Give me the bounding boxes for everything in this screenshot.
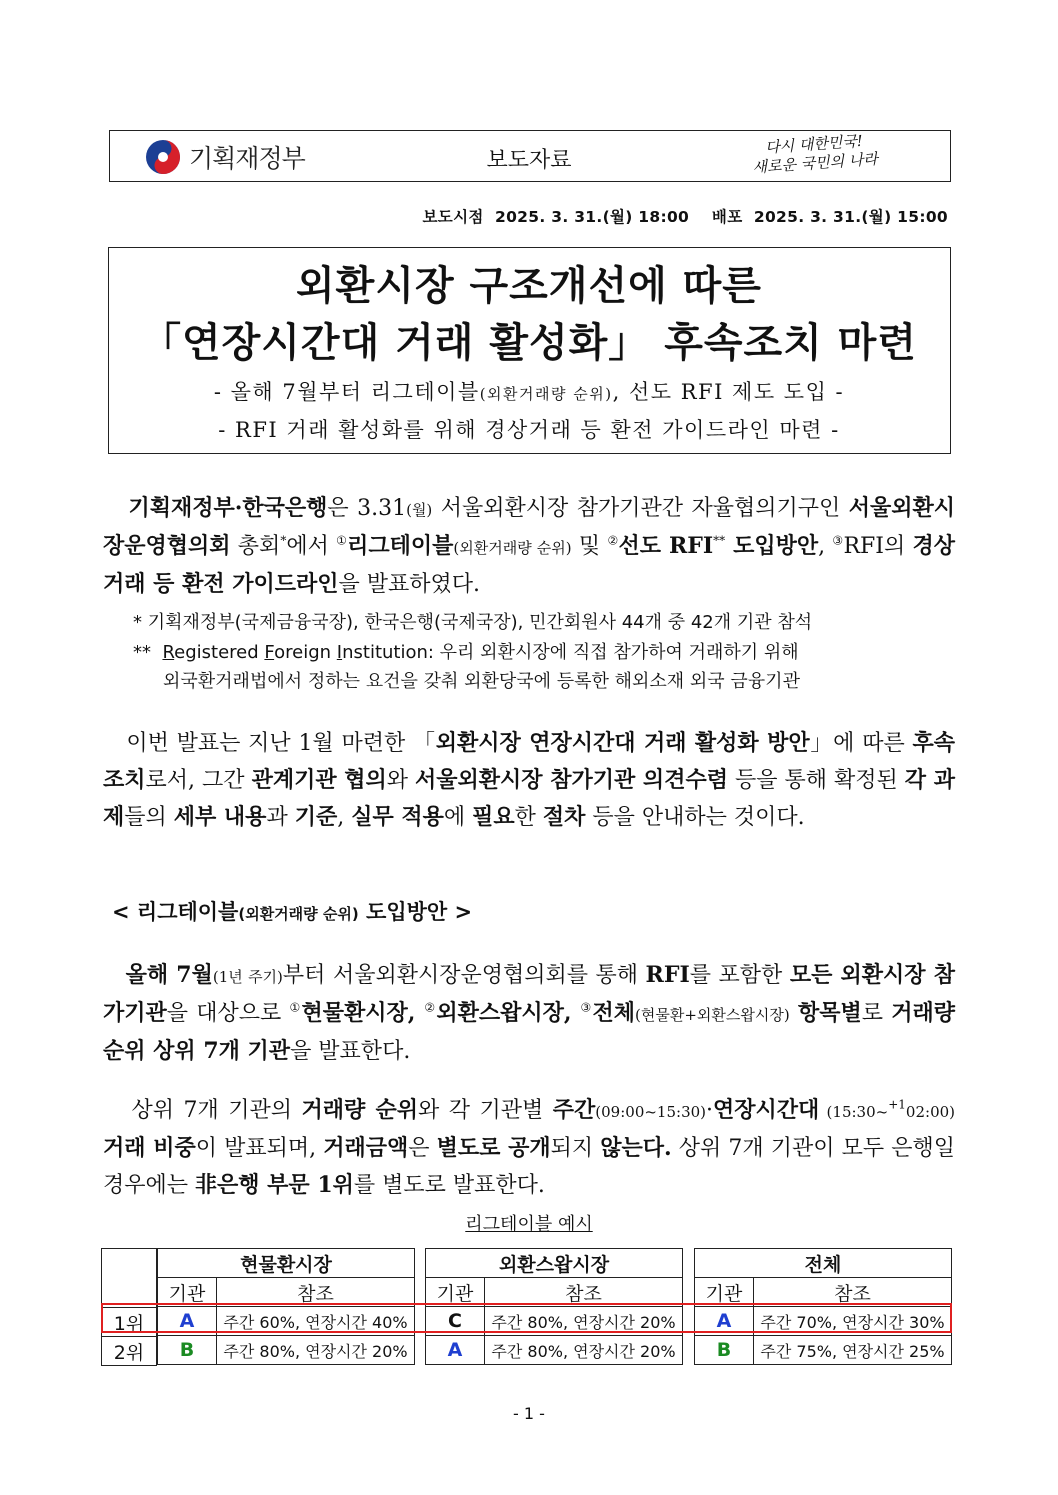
release-dates: 보도시점 2025. 3. 31.(월) 18:00 배포 2025. 3. 31.(월) 15:00 [422,208,948,226]
paragraph-intro: 기획재정부·한국은행은 3.31(월) 서울외환시장 참가기관간 자율협의기구인 서울외환시장운영협의회 총회*에서 ①리그테이블(외환거래량 순위) 및 ②선도 RFI** 도입방안, ③RFI의 경상거래 등 환전 가이드라인을 발표하였다. [103,495,956,597]
table-caption: 리그테이블 예시 [465,1214,593,1235]
institution-cell: B [158,1336,217,1365]
institution-cell: A [695,1307,754,1336]
col-header-reference: 참조 [754,1278,952,1307]
group-header-spot: 현물환시장 [158,1249,415,1278]
slogan-line: 새로운 국민의 나라 [751,149,879,177]
ministry-name: 기획재정부 [189,144,305,173]
title-line-1: 외환시장 구조개선에 따른 [296,263,762,309]
paragraph-overview: 이번 발표는 지난 1월 마련한 「외환시장 연장시간대 거래 활성화 방안」에 따른 후속조치로서, 그간 관계기관 협의와 서울외환시장 참가기관 의견수렴 등을 통해 확정된 각 과제들의 세부 내용과 기준, 실무 적용에 필요한 절차 등을 안내하는 것이다. [103,730,956,830]
reference-cell: 주간 80%, 연장시간 20% [485,1336,683,1365]
reference-cell: 주간 75%, 연장시간 25% [754,1336,952,1365]
subtitle-1: - 올해 7월부터 리그테이블(외환거래량 순위), 선도 RFI 제도 도입 - [213,380,845,404]
subtitle-2: - RFI 거래 활성화를 위해 경상거래 등 환전 가이드라인 마련 - [218,418,840,442]
group-header-swap: 외환스왑시장 [426,1249,683,1278]
title-line-2: 「연장시간대 거래 활성화」 후속조치 마련 [141,320,917,366]
col-header-institution: 기관 [695,1278,754,1307]
reference-cell: 주간 80%, 연장시간 20% [217,1336,415,1365]
institution-cell: B [695,1336,754,1365]
reference-cell: 주간 80%, 연장시간 20% [485,1307,683,1336]
rank-cell: 1위 [102,1308,157,1337]
col-header-institution: 기관 [158,1278,217,1307]
col-header-institution: 기관 [426,1278,485,1307]
rank-cell: 2위 [102,1337,157,1366]
rank-header-cell [102,1249,157,1308]
footnote-2-continued: 외국환거래법에서 정하는 요건을 갖춰 외환당국에 등록한 해외소재 외국 금융기관 [163,671,800,692]
institution-cell: A [158,1307,217,1336]
col-header-reference: 참조 [217,1278,415,1307]
slogan-signature [751,131,884,184]
footnote-1: * 기획재정부(국제금융국장), 한국은행(국제국장), 민간회원사 44개 중 42개 기관 참석 [133,612,813,633]
page-number: - 1 - [513,1404,545,1423]
section-heading-league-table: < 리그테이블(외환거래량 순위) 도입방안 > [112,900,473,924]
doc-type-label: 보도자료 [486,148,572,173]
footnote-2: ** Registered Foreign Institution: 우리 외환시장에 직접 참가하여 거래하기 위해 [133,642,799,663]
paragraph-ranking-details: 상위 7개 기관의 거래량 순위와 각 기관별 주간(09:00~15:30)·연장시간대 (15:30~$^{+1}$02:00) 거래 비중이 발표되며, 거래금액은 별도로 공개되지 않는다. 상위 7개 기관이 모두 은행일 경우에는 非은행 부문 1위를 별도로 발표한다. [103,1097,956,1198]
reference-cell: 주간 70%, 연장시간 30% [754,1307,952,1336]
reference-cell: 주간 60%, 연장시간 40% [217,1307,415,1336]
institution-cell: A [426,1336,485,1365]
first-rank-highlight [101,1303,952,1333]
slogan-line: 다시 대한민국! [764,131,864,157]
col-header-reference: 참조 [485,1278,683,1307]
group-header-total: 전체 [695,1249,952,1278]
paragraph-league-table: 올해 7월(1년 주기)부터 서울외환시장운영협의회를 통해 RFI를 포함한 모든 외환시장 참가기관을 대상으로 ①현물환시장, ②외환스왑시장, ③전체(현물환+외환스왑시장) 항목별로 거래량 순위 상위 7개 기관을 발표한다. [103,962,955,1064]
institution-cell: C [426,1307,485,1336]
